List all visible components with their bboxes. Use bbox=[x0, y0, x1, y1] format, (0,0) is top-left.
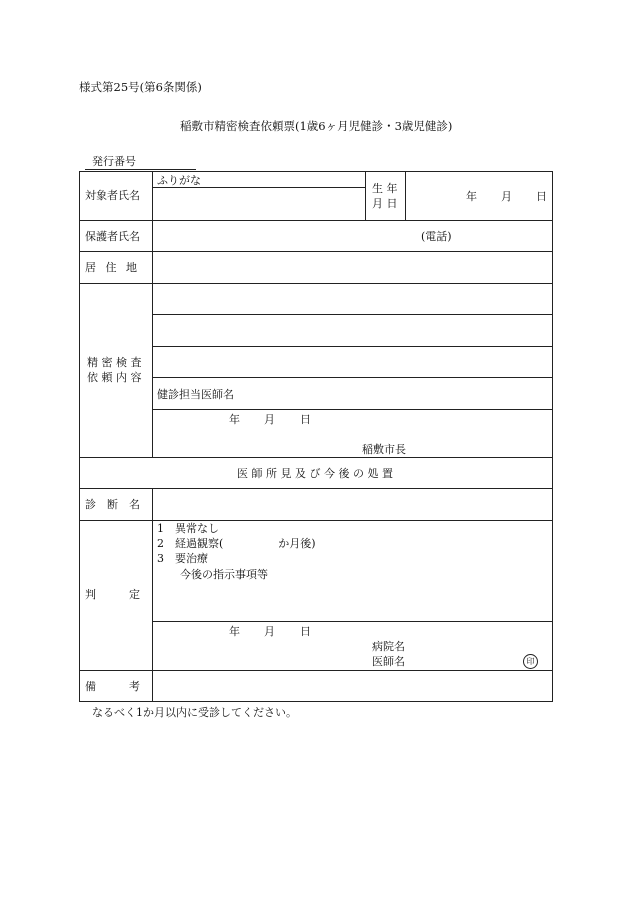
issue-number-field[interactable] bbox=[85, 169, 196, 170]
residence-field[interactable] bbox=[153, 252, 552, 283]
furigana-field[interactable] bbox=[200, 172, 364, 186]
form-number: 様式第25号(第6条関係) bbox=[79, 80, 202, 94]
request-label-line1: 精 密 検 査 bbox=[87, 356, 142, 369]
furigana-label: ふりがな bbox=[157, 174, 201, 187]
judgment-option-observation[interactable]: 2 経過観察( か月後) bbox=[157, 537, 316, 550]
phone-label: (電話) bbox=[421, 230, 452, 243]
physician-name-field[interactable] bbox=[410, 653, 520, 667]
result-date-month: 月 bbox=[264, 625, 275, 638]
birth-month-unit: 月 bbox=[501, 190, 512, 203]
instructions-label: 今後の指示事項等 bbox=[180, 568, 268, 581]
request-date-month: 月 bbox=[264, 413, 275, 426]
hospital-name-field[interactable] bbox=[410, 638, 520, 652]
request-date-day: 日 bbox=[300, 413, 311, 426]
diagnosis-label: 診 断 名 bbox=[85, 498, 140, 511]
judgment-option-normal[interactable]: 1 異常なし bbox=[157, 522, 219, 535]
doctor-name-field[interactable] bbox=[240, 378, 552, 409]
judgment-option-treatment[interactable]: 3 要治療 bbox=[157, 552, 208, 565]
doctor-name-label: 健診担当医師名 bbox=[157, 388, 234, 401]
result-date-year: 年 bbox=[229, 625, 240, 638]
diagnosis-field[interactable] bbox=[153, 489, 552, 520]
remarks-field[interactable] bbox=[153, 671, 552, 701]
request-content-line-1[interactable] bbox=[153, 284, 552, 314]
birth-label-top: 生 年 bbox=[372, 182, 398, 195]
request-content-line-2[interactable] bbox=[153, 315, 552, 346]
issue-number-label: 発行番号 bbox=[92, 155, 136, 168]
request-label-line2: 依 頼 内 容 bbox=[87, 371, 142, 384]
request-date-year: 年 bbox=[229, 413, 240, 426]
guardian-label: 保護者氏名 bbox=[85, 230, 140, 243]
subject-name-field[interactable] bbox=[153, 188, 364, 219]
birth-year-unit: 年 bbox=[466, 190, 477, 203]
judgment-label: 判 定 bbox=[85, 588, 140, 601]
request-content-line-3[interactable] bbox=[153, 347, 552, 377]
birth-label-bottom: 月 日 bbox=[372, 197, 398, 210]
findings-header: 医 師 所 見 及 び 今 後 の 処 置 bbox=[237, 467, 393, 480]
residence-label: 居 住 地 bbox=[85, 261, 137, 274]
mayor-label: 稲敷市長 bbox=[362, 443, 406, 456]
birth-date-field[interactable] bbox=[406, 172, 552, 220]
footer-note: なるべく1か月以内に受診してください。 bbox=[92, 706, 297, 719]
instructions-field[interactable] bbox=[153, 582, 552, 620]
subject-name-label: 対象者氏名 bbox=[85, 189, 140, 202]
remarks-label: 備 考 bbox=[85, 680, 140, 693]
physician-name-label: 医師名 bbox=[372, 655, 405, 668]
hospital-name-label: 病院名 bbox=[372, 640, 405, 653]
birth-day-unit: 日 bbox=[536, 190, 547, 203]
guardian-name-field[interactable] bbox=[153, 221, 413, 251]
result-date-day: 日 bbox=[300, 625, 311, 638]
form-title: 稲敷市精密検査依頼票(1歳6ヶ月児健診・3歳児健診) bbox=[180, 119, 453, 133]
seal-icon: 印 bbox=[523, 654, 538, 669]
